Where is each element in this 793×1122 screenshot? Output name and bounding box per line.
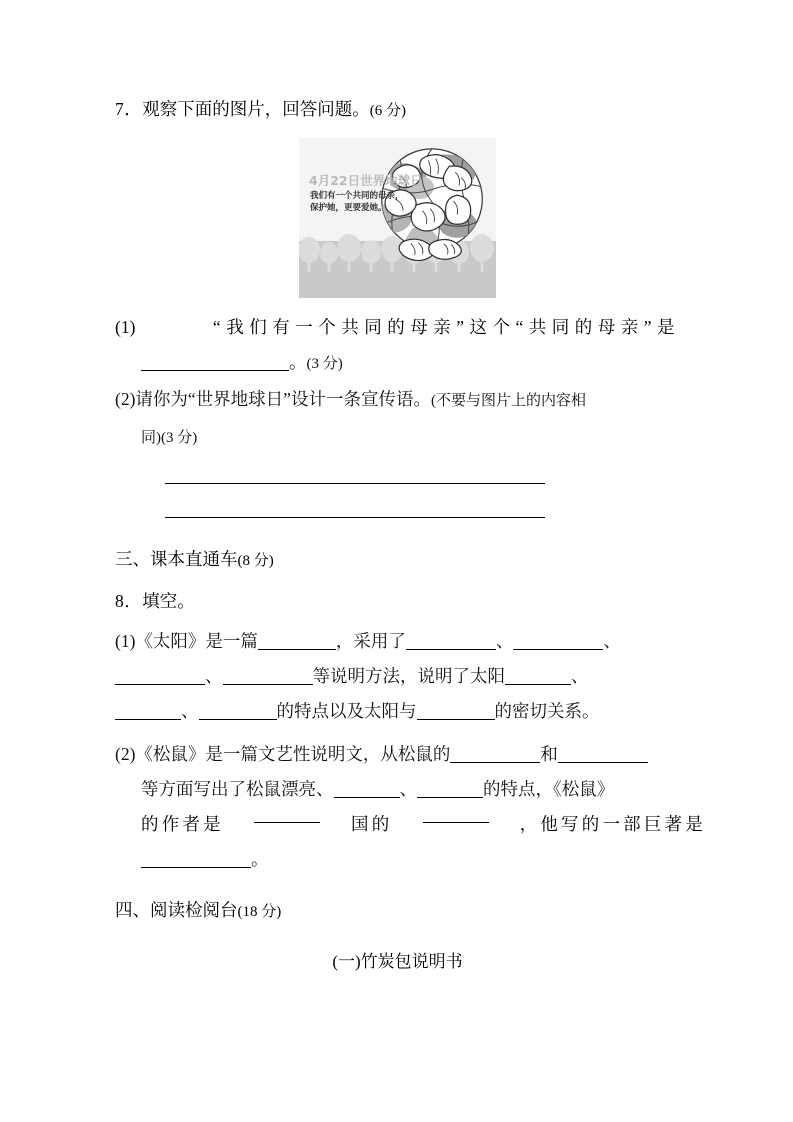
item-8-1-label: (1) — [115, 631, 136, 651]
item-8-1-seg-10: 的密切关系。 — [494, 701, 600, 721]
answer-blank[interactable] — [505, 669, 571, 685]
section-3-title: 三、课本直通车 — [115, 549, 238, 569]
question-8-prompt — [115, 584, 680, 618]
answer-blank[interactable] — [450, 747, 540, 763]
answer-blank[interactable] — [115, 669, 205, 685]
section-4-heading — [115, 893, 680, 929]
item-8-2-line-4 — [115, 842, 680, 877]
question-7-1-line-1 — [115, 310, 680, 345]
question-7-2-note-part-1: (不要与图片上的内容相 — [430, 393, 586, 409]
question-7-1-line-2 — [115, 345, 680, 382]
answer-blank[interactable] — [423, 807, 489, 823]
question-7-2-points: (3 分) — [161, 430, 198, 446]
section-4-title: 四、阅读检阅台 — [115, 900, 238, 920]
question-8-text: 填空。 — [142, 591, 195, 611]
question-7-1-period: 。 — [289, 352, 307, 372]
answer-blank[interactable] — [558, 747, 648, 763]
question-7-points: (6 分) — [369, 103, 406, 119]
item-8-2-seg-9: 。 — [251, 849, 269, 869]
item-8-2-seg-2: 和 — [540, 744, 558, 764]
page-content — [115, 92, 706, 979]
section-3-points: (8 分) — [237, 553, 274, 569]
answer-blank[interactable] — [334, 782, 400, 798]
item-8-2-seg-1: 《松鼠》是一篇文艺性说明文，从松鼠的 — [135, 744, 451, 764]
item-8-1-seg-2: ，采用了 — [335, 631, 406, 651]
item-8-2-seg-4: 、 — [399, 779, 417, 799]
item-8-1-seg-3: 、 — [495, 631, 514, 651]
answer-blank[interactable] — [258, 634, 336, 650]
question-7-number: 7． — [115, 99, 143, 119]
answer-blank[interactable] — [199, 704, 277, 720]
item-8-1-seg-6: 等说明方法，说明了太阳 — [312, 666, 505, 686]
item-8-1-seg-9: 的特点以及太阳与 — [276, 701, 417, 721]
answer-rule[interactable] — [165, 517, 545, 518]
question-7-2-note-part-2: 同) — [141, 430, 161, 446]
figure-container — [115, 138, 680, 298]
section-4-points: (18 分) — [237, 904, 282, 920]
item-8-2-seg-6: 的作者是 — [141, 814, 224, 834]
item-8-1-line-1 — [115, 624, 680, 659]
item-8-1-seg-1: 《太阳》是一篇 — [135, 631, 258, 651]
item-8-1-seg-5: 、 — [205, 666, 223, 686]
item-8-1-seg-8: 、 — [181, 701, 199, 721]
answer-blank[interactable] — [223, 669, 313, 685]
answer-blank[interactable] — [254, 807, 320, 823]
question-7-2-line-1 — [115, 382, 680, 419]
question-7-1-text: “我们有一个共同的母亲”这个“共同的母亲”是 — [212, 317, 680, 337]
question-7-2-label: (2) — [115, 389, 136, 409]
answer-blank[interactable] — [417, 782, 483, 798]
answer-blank[interactable] — [141, 852, 251, 868]
question-7-1-label: (1) — [115, 317, 136, 337]
answer-blank[interactable] — [141, 355, 289, 371]
poster-subtitle-line-1: 我们有一个共同的母亲， — [310, 191, 404, 201]
item-8-1-line-2 — [115, 659, 680, 694]
item-8-2-seg-8: ，他写的一部巨著是 — [519, 814, 706, 834]
question-7-2-text: 请你为“世界地球日”设计一条宣传语。 — [135, 389, 431, 409]
item-8-2-label: (2) — [115, 744, 136, 764]
question-7-1-points: (3 分) — [306, 356, 343, 372]
item-8-1-line-3 — [115, 694, 680, 729]
question-8-number: 8． — [115, 591, 143, 611]
poster-title: 4月22日世界地球日 — [309, 173, 423, 188]
poster-subtitle — [310, 190, 404, 214]
passage-title: (一)竹炭包说明书 — [332, 952, 463, 971]
poster-subtitle-line-2: 保护她，更要爱她。 — [310, 203, 387, 213]
answer-rule[interactable] — [165, 483, 545, 484]
item-8-2-line-1 — [115, 737, 680, 772]
answer-blank[interactable] — [417, 704, 495, 720]
item-8-2-seg-3: 等方面写出了松鼠漂亮、 — [141, 779, 334, 799]
world-earth-day-poster — [299, 138, 496, 298]
item-8-2-seg-5: 的特点，《松鼠》 — [483, 779, 615, 799]
question-7-text: 观察下面的图片，回答问题。 — [142, 99, 370, 119]
item-8-2-line-3 — [115, 807, 706, 842]
question-7-prompt — [115, 92, 680, 128]
item-8-2-seg-7: 国的 — [351, 814, 393, 834]
answer-blank[interactable] — [513, 634, 603, 650]
item-8-1-seg-7: 、 — [571, 666, 589, 686]
answer-blank[interactable] — [115, 704, 181, 720]
item-8-1-seg-4: 、 — [603, 631, 621, 651]
answer-blank[interactable] — [406, 634, 496, 650]
question-7-2-line-2 — [115, 419, 680, 456]
item-8-2-line-2 — [115, 772, 680, 807]
section-3-heading — [115, 542, 680, 578]
